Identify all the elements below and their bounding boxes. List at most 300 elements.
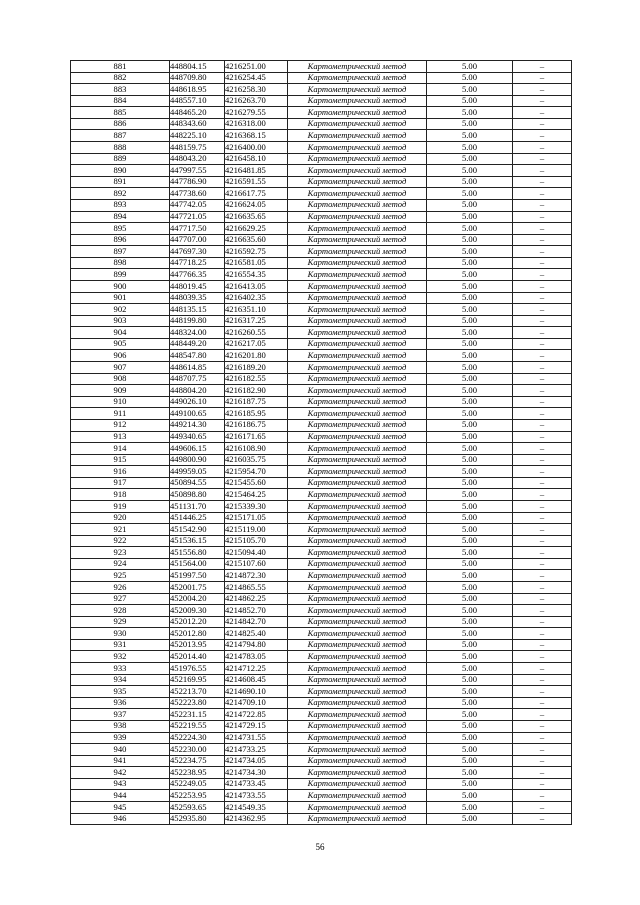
accuracy-cell: 5.00 — [427, 674, 513, 686]
x-coordinate-cell: 447997.55 — [170, 165, 225, 177]
table-row — [71, 211, 572, 223]
accuracy-cell: 5.00 — [427, 454, 513, 466]
table-row — [71, 385, 572, 397]
note-cell: – — [513, 211, 572, 223]
x-coordinate-cell: 448618.95 — [170, 84, 225, 96]
method-cell: Картометрический метод — [288, 651, 427, 663]
x-coordinate-cell: 448159.75 — [170, 142, 225, 154]
table-row — [71, 558, 572, 570]
y-coordinate-cell: 4214722.85 — [225, 709, 288, 721]
accuracy-cell: 5.00 — [427, 732, 513, 744]
note-cell: – — [513, 813, 572, 825]
table-row — [71, 350, 572, 362]
method-cell: Картометрический метод — [288, 489, 427, 501]
point-number-cell: 909 — [71, 385, 170, 397]
y-coordinate-cell: 4214729.15 — [225, 720, 288, 732]
point-number-cell: 923 — [71, 547, 170, 559]
point-number-cell: 940 — [71, 744, 170, 756]
x-coordinate-cell: 449959.05 — [170, 466, 225, 478]
note-cell: – — [513, 697, 572, 709]
accuracy-cell: 5.00 — [427, 790, 513, 802]
note-cell: – — [513, 616, 572, 628]
accuracy-cell: 5.00 — [427, 362, 513, 374]
y-coordinate-cell: 4216187.75 — [225, 396, 288, 408]
method-cell: Картометрический метод — [288, 408, 427, 420]
note-cell: – — [513, 419, 572, 431]
point-number-cell: 887 — [71, 130, 170, 142]
x-coordinate-cell: 449606.15 — [170, 443, 225, 455]
y-coordinate-cell: 4214731.55 — [225, 732, 288, 744]
table-row — [71, 373, 572, 385]
table-row — [71, 396, 572, 408]
note-cell: – — [513, 663, 572, 675]
table-row — [71, 269, 572, 281]
x-coordinate-cell: 450898.80 — [170, 489, 225, 501]
note-cell: – — [513, 802, 572, 814]
method-cell: Картометрический метод — [288, 512, 427, 524]
point-number-cell: 911 — [71, 408, 170, 420]
table-row — [71, 338, 572, 350]
y-coordinate-cell: 4216402.35 — [225, 292, 288, 304]
accuracy-cell: 5.00 — [427, 72, 513, 84]
method-cell: Картометрический метод — [288, 732, 427, 744]
point-number-cell: 903 — [71, 315, 170, 327]
table-row — [71, 72, 572, 84]
y-coordinate-cell: 4216351.10 — [225, 304, 288, 316]
y-coordinate-cell: 4215119.00 — [225, 524, 288, 536]
y-coordinate-cell: 4214865.55 — [225, 582, 288, 594]
note-cell: – — [513, 396, 572, 408]
note-cell: – — [513, 628, 572, 640]
x-coordinate-cell: 447742.05 — [170, 199, 225, 211]
point-number-cell: 927 — [71, 593, 170, 605]
accuracy-cell: 5.00 — [427, 269, 513, 281]
x-coordinate-cell: 448465.20 — [170, 107, 225, 119]
table-row — [71, 188, 572, 200]
point-number-cell: 922 — [71, 535, 170, 547]
table-row — [71, 443, 572, 455]
table-row — [71, 118, 572, 130]
note-cell: – — [513, 489, 572, 501]
point-number-cell: 907 — [71, 362, 170, 374]
point-number-cell: 890 — [71, 165, 170, 177]
method-cell: Картометрический метод — [288, 547, 427, 559]
method-cell: Картометрический метод — [288, 628, 427, 640]
x-coordinate-cell: 452230.00 — [170, 744, 225, 756]
accuracy-cell: 5.00 — [427, 477, 513, 489]
x-coordinate-cell: 451564.00 — [170, 558, 225, 570]
accuracy-cell: 5.00 — [427, 292, 513, 304]
x-coordinate-cell: 449214.30 — [170, 419, 225, 431]
note-cell: – — [513, 443, 572, 455]
accuracy-cell: 5.00 — [427, 396, 513, 408]
method-cell: Картометрический метод — [288, 95, 427, 107]
table-row — [71, 512, 572, 524]
y-coordinate-cell: 4216318.00 — [225, 118, 288, 130]
accuracy-cell: 5.00 — [427, 246, 513, 258]
point-number-cell: 891 — [71, 176, 170, 188]
point-number-cell: 936 — [71, 697, 170, 709]
note-cell: – — [513, 327, 572, 339]
y-coordinate-cell: 4216108.90 — [225, 443, 288, 455]
table-row — [71, 165, 572, 177]
y-coordinate-cell: 4215455.60 — [225, 477, 288, 489]
method-cell: Картометрический метод — [288, 396, 427, 408]
method-cell: Картометрический метод — [288, 755, 427, 767]
x-coordinate-cell: 452249.05 — [170, 778, 225, 790]
accuracy-cell: 5.00 — [427, 176, 513, 188]
coordinates-table-body — [71, 61, 572, 825]
y-coordinate-cell: 4215171.05 — [225, 512, 288, 524]
method-cell: Картометрический метод — [288, 362, 427, 374]
note-cell: – — [513, 778, 572, 790]
y-coordinate-cell: 4216368.15 — [225, 130, 288, 142]
note-cell: – — [513, 582, 572, 594]
table-row — [71, 697, 572, 709]
accuracy-cell: 5.00 — [427, 512, 513, 524]
y-coordinate-cell: 4216629.25 — [225, 223, 288, 235]
note-cell: – — [513, 744, 572, 756]
x-coordinate-cell: 448614.85 — [170, 362, 225, 374]
point-number-cell: 942 — [71, 767, 170, 779]
point-number-cell: 910 — [71, 396, 170, 408]
x-coordinate-cell: 448225.10 — [170, 130, 225, 142]
point-number-cell: 939 — [71, 732, 170, 744]
x-coordinate-cell: 448039.35 — [170, 292, 225, 304]
accuracy-cell: 5.00 — [427, 628, 513, 640]
note-cell: – — [513, 408, 572, 420]
y-coordinate-cell: 4215107.60 — [225, 558, 288, 570]
method-cell: Картометрический метод — [288, 373, 427, 385]
x-coordinate-cell: 448019.45 — [170, 280, 225, 292]
note-cell: – — [513, 755, 572, 767]
accuracy-cell: 5.00 — [427, 697, 513, 709]
x-coordinate-cell: 452238.95 — [170, 767, 225, 779]
x-coordinate-cell: 452593.65 — [170, 802, 225, 814]
x-coordinate-cell: 447766.35 — [170, 269, 225, 281]
y-coordinate-cell: 4216581.05 — [225, 257, 288, 269]
note-cell: – — [513, 500, 572, 512]
x-coordinate-cell: 448199.80 — [170, 315, 225, 327]
x-coordinate-cell: 452219.55 — [170, 720, 225, 732]
y-coordinate-cell: 4214783.05 — [225, 651, 288, 663]
point-number-cell: 895 — [71, 223, 170, 235]
method-cell: Картометрический метод — [288, 443, 427, 455]
y-coordinate-cell: 4216591.55 — [225, 176, 288, 188]
x-coordinate-cell: 447786.90 — [170, 176, 225, 188]
point-number-cell: 934 — [71, 674, 170, 686]
point-number-cell: 931 — [71, 639, 170, 651]
point-number-cell: 906 — [71, 350, 170, 362]
point-number-cell: 941 — [71, 755, 170, 767]
x-coordinate-cell: 452213.70 — [170, 686, 225, 698]
x-coordinate-cell: 451997.50 — [170, 570, 225, 582]
point-number-cell: 900 — [71, 280, 170, 292]
method-cell: Картометрический метод — [288, 257, 427, 269]
x-coordinate-cell: 448547.80 — [170, 350, 225, 362]
accuracy-cell: 5.00 — [427, 524, 513, 536]
y-coordinate-cell: 4214734.05 — [225, 755, 288, 767]
table-row — [71, 744, 572, 756]
table-row — [71, 582, 572, 594]
method-cell: Картометрический метод — [288, 639, 427, 651]
note-cell: – — [513, 524, 572, 536]
accuracy-cell: 5.00 — [427, 153, 513, 165]
accuracy-cell: 5.00 — [427, 570, 513, 582]
note-cell: – — [513, 570, 572, 582]
table-row — [71, 130, 572, 142]
accuracy-cell: 5.00 — [427, 605, 513, 617]
point-number-cell: 912 — [71, 419, 170, 431]
page-number: 56 — [315, 842, 325, 852]
note-cell: – — [513, 535, 572, 547]
y-coordinate-cell: 4214872.30 — [225, 570, 288, 582]
y-coordinate-cell: 4214862.25 — [225, 593, 288, 605]
note-cell: – — [513, 512, 572, 524]
note-cell: – — [513, 130, 572, 142]
x-coordinate-cell: 447697.30 — [170, 246, 225, 258]
x-coordinate-cell: 452004.20 — [170, 593, 225, 605]
table-row — [71, 466, 572, 478]
point-number-cell: 919 — [71, 500, 170, 512]
x-coordinate-cell: 452014.40 — [170, 651, 225, 663]
x-coordinate-cell: 452223.80 — [170, 697, 225, 709]
method-cell: Картометрический метод — [288, 188, 427, 200]
point-number-cell: 881 — [71, 61, 170, 73]
accuracy-cell: 5.00 — [427, 223, 513, 235]
method-cell: Картометрический метод — [288, 211, 427, 223]
point-number-cell: 883 — [71, 84, 170, 96]
method-cell: Картометрический метод — [288, 431, 427, 443]
point-number-cell: 930 — [71, 628, 170, 640]
y-coordinate-cell: 4216260.55 — [225, 327, 288, 339]
note-cell: – — [513, 269, 572, 281]
method-cell: Картометрический метод — [288, 234, 427, 246]
note-cell: – — [513, 350, 572, 362]
point-number-cell: 943 — [71, 778, 170, 790]
point-number-cell: 946 — [71, 813, 170, 825]
y-coordinate-cell: 4214712.25 — [225, 663, 288, 675]
table-row — [71, 362, 572, 374]
point-number-cell: 935 — [71, 686, 170, 698]
y-coordinate-cell: 4216182.90 — [225, 385, 288, 397]
method-cell: Картометрический метод — [288, 778, 427, 790]
accuracy-cell: 5.00 — [427, 431, 513, 443]
y-coordinate-cell: 4214825.40 — [225, 628, 288, 640]
accuracy-cell: 5.00 — [427, 385, 513, 397]
y-coordinate-cell: 4216592.75 — [225, 246, 288, 258]
accuracy-cell: 5.00 — [427, 686, 513, 698]
accuracy-cell: 5.00 — [427, 95, 513, 107]
point-number-cell: 915 — [71, 454, 170, 466]
y-coordinate-cell: 4214842.70 — [225, 616, 288, 628]
x-coordinate-cell: 449100.65 — [170, 408, 225, 420]
table-row — [71, 547, 572, 559]
y-coordinate-cell: 4214733.45 — [225, 778, 288, 790]
y-coordinate-cell: 4216635.60 — [225, 234, 288, 246]
y-coordinate-cell: 4216400.00 — [225, 142, 288, 154]
note-cell: – — [513, 593, 572, 605]
x-coordinate-cell: 452224.30 — [170, 732, 225, 744]
y-coordinate-cell: 4216317.25 — [225, 315, 288, 327]
table-row — [71, 489, 572, 501]
accuracy-cell: 5.00 — [427, 188, 513, 200]
accuracy-cell: 5.00 — [427, 327, 513, 339]
table-row — [71, 107, 572, 119]
method-cell: Картометрический метод — [288, 223, 427, 235]
method-cell: Картометрический метод — [288, 477, 427, 489]
accuracy-cell: 5.00 — [427, 84, 513, 96]
note-cell: – — [513, 732, 572, 744]
accuracy-cell: 5.00 — [427, 755, 513, 767]
method-cell: Картометрический метод — [288, 524, 427, 536]
note-cell: – — [513, 257, 572, 269]
point-number-cell: 925 — [71, 570, 170, 582]
x-coordinate-cell: 449340.65 — [170, 431, 225, 443]
point-number-cell: 889 — [71, 153, 170, 165]
point-number-cell: 898 — [71, 257, 170, 269]
note-cell: – — [513, 790, 572, 802]
accuracy-cell: 5.00 — [427, 257, 513, 269]
method-cell: Картометрический метод — [288, 454, 427, 466]
note-cell: – — [513, 767, 572, 779]
x-coordinate-cell: 448135.15 — [170, 304, 225, 316]
point-number-cell: 902 — [71, 304, 170, 316]
note-cell: – — [513, 385, 572, 397]
note-cell: – — [513, 720, 572, 732]
table-row — [71, 477, 572, 489]
table-row — [71, 257, 572, 269]
table-row — [71, 234, 572, 246]
note-cell: – — [513, 246, 572, 258]
y-coordinate-cell: 4216458.10 — [225, 153, 288, 165]
point-number-cell: 914 — [71, 443, 170, 455]
x-coordinate-cell: 449800.90 — [170, 454, 225, 466]
table-row — [71, 280, 572, 292]
y-coordinate-cell: 4214733.25 — [225, 744, 288, 756]
point-number-cell: 893 — [71, 199, 170, 211]
method-cell: Картометрический метод — [288, 61, 427, 73]
note-cell: – — [513, 142, 572, 154]
y-coordinate-cell: 4216481.85 — [225, 165, 288, 177]
accuracy-cell: 5.00 — [427, 107, 513, 119]
table-row — [71, 223, 572, 235]
table-row — [71, 408, 572, 420]
table-row — [71, 95, 572, 107]
method-cell: Картометрический метод — [288, 165, 427, 177]
y-coordinate-cell: 4216201.80 — [225, 350, 288, 362]
method-cell: Картометрический метод — [288, 304, 427, 316]
method-cell: Картометрический метод — [288, 582, 427, 594]
y-coordinate-cell: 4215464.25 — [225, 489, 288, 501]
x-coordinate-cell: 451536.15 — [170, 535, 225, 547]
note-cell: – — [513, 454, 572, 466]
point-number-cell: 929 — [71, 616, 170, 628]
y-coordinate-cell: 4216171.65 — [225, 431, 288, 443]
table-row — [71, 605, 572, 617]
note-cell: – — [513, 709, 572, 721]
method-cell: Картометрический метод — [288, 709, 427, 721]
table-row — [71, 732, 572, 744]
point-number-cell: 928 — [71, 605, 170, 617]
point-number-cell: 920 — [71, 512, 170, 524]
table-row — [71, 199, 572, 211]
accuracy-cell: 5.00 — [427, 651, 513, 663]
point-number-cell: 886 — [71, 118, 170, 130]
x-coordinate-cell: 452012.20 — [170, 616, 225, 628]
x-coordinate-cell: 451976.55 — [170, 663, 225, 675]
point-number-cell: 882 — [71, 72, 170, 84]
y-coordinate-cell: 4214709.10 — [225, 697, 288, 709]
note-cell: – — [513, 674, 572, 686]
x-coordinate-cell: 452253.95 — [170, 790, 225, 802]
accuracy-cell: 5.00 — [427, 720, 513, 732]
note-cell: – — [513, 651, 572, 663]
table-row — [71, 535, 572, 547]
table-row — [71, 246, 572, 258]
x-coordinate-cell: 451542.90 — [170, 524, 225, 536]
note-cell: – — [513, 95, 572, 107]
y-coordinate-cell: 4215339.30 — [225, 500, 288, 512]
table-row — [71, 674, 572, 686]
accuracy-cell: 5.00 — [427, 535, 513, 547]
accuracy-cell: 5.00 — [427, 500, 513, 512]
table-row — [71, 61, 572, 73]
point-number-cell: 932 — [71, 651, 170, 663]
table-row — [71, 431, 572, 443]
method-cell: Картометрический метод — [288, 118, 427, 130]
accuracy-cell: 5.00 — [427, 61, 513, 73]
method-cell: Картометрический метод — [288, 767, 427, 779]
y-coordinate-cell: 4214549.35 — [225, 802, 288, 814]
point-number-cell: 896 — [71, 234, 170, 246]
point-number-cell: 933 — [71, 663, 170, 675]
x-coordinate-cell: 447718.25 — [170, 257, 225, 269]
y-coordinate-cell: 4216635.65 — [225, 211, 288, 223]
note-cell: – — [513, 547, 572, 559]
accuracy-cell: 5.00 — [427, 443, 513, 455]
point-number-cell: 938 — [71, 720, 170, 732]
method-cell: Картометрический метод — [288, 84, 427, 96]
y-coordinate-cell: 4216258.30 — [225, 84, 288, 96]
point-number-cell: 904 — [71, 327, 170, 339]
note-cell: – — [513, 107, 572, 119]
table-row — [71, 709, 572, 721]
point-number-cell: 926 — [71, 582, 170, 594]
table-row — [71, 802, 572, 814]
x-coordinate-cell: 447738.60 — [170, 188, 225, 200]
x-coordinate-cell: 448043.20 — [170, 153, 225, 165]
method-cell: Картометрический метод — [288, 130, 427, 142]
point-number-cell: 908 — [71, 373, 170, 385]
x-coordinate-cell: 452234.75 — [170, 755, 225, 767]
y-coordinate-cell: 4216035.75 — [225, 454, 288, 466]
table-row — [71, 790, 572, 802]
x-coordinate-cell: 451556.80 — [170, 547, 225, 559]
point-number-cell: 885 — [71, 107, 170, 119]
table-row — [71, 500, 572, 512]
accuracy-cell: 5.00 — [427, 802, 513, 814]
accuracy-cell: 5.00 — [427, 338, 513, 350]
y-coordinate-cell: 4216251.00 — [225, 61, 288, 73]
accuracy-cell: 5.00 — [427, 130, 513, 142]
accuracy-cell: 5.00 — [427, 408, 513, 420]
table-row — [71, 593, 572, 605]
accuracy-cell: 5.00 — [427, 593, 513, 605]
x-coordinate-cell: 449026.10 — [170, 396, 225, 408]
accuracy-cell: 5.00 — [427, 744, 513, 756]
accuracy-cell: 5.00 — [427, 558, 513, 570]
